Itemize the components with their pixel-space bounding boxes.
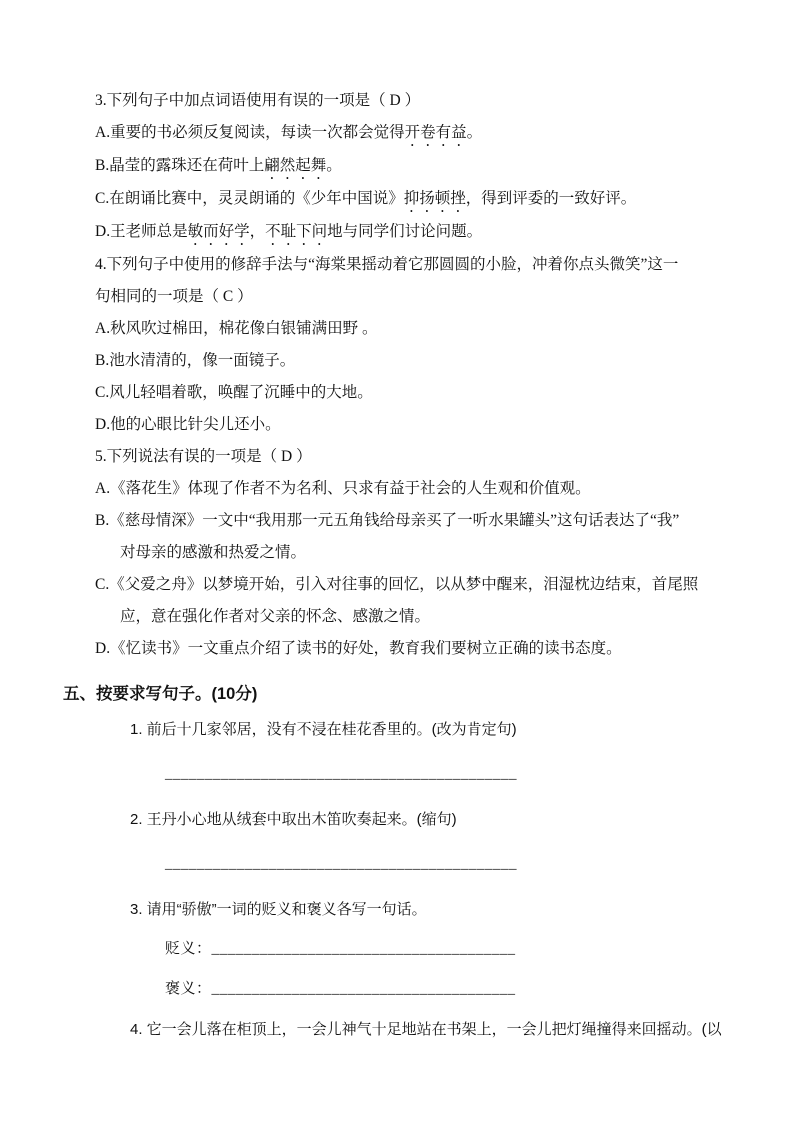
derogatory-answer-blank: ______________________________________ — [211, 941, 516, 957]
dotted-word: 不耻下问 — [265, 223, 328, 240]
derogatory-sentence-row — [165, 933, 736, 966]
question-5-option-c-line-2: 应，意在强化作者对父亲的怀念、感激之情。 — [120, 608, 431, 625]
option-text: A.重要的书必须反复阅读，每读一次都会觉得 — [95, 124, 405, 141]
option-text: D.王老师总是 — [95, 223, 188, 240]
question-5-option-b-line-1: B.《慈母情深》一文中“我用那一元五角钱给母亲买了一听水果罐头”这句话表达了“我” — [95, 512, 680, 529]
question-3-option-c — [95, 183, 736, 216]
dotted-word: 抑扬顿挫 — [403, 190, 466, 207]
section-5-heading: 五、按要求写句子。(10分) — [63, 685, 258, 703]
question-4-stem-line-1: 4.下列句子中使用的修辞手法与“海棠果摇动着它那圆圆的小脸，冲着你点头微笑”这一 — [95, 256, 679, 273]
answer-blank-2: ____________________________________________ — [165, 856, 517, 872]
section-5-body — [130, 713, 736, 1046]
question-4-option-a: A.秋风吹过棉田，棉花像白银铺满田野 。 — [95, 320, 378, 337]
multiple-choice-questions — [95, 85, 736, 665]
commendatory-label: 褒义： — [165, 981, 212, 997]
derogatory-label: 贬义： — [165, 941, 212, 957]
question-3-option-a — [95, 117, 736, 150]
option-text: 。 — [326, 157, 342, 174]
option-text: ，得到评委的一致好评。 — [465, 190, 637, 207]
option-text: 地与同学们讨论问题。 — [327, 223, 483, 240]
question-3-option-b — [95, 150, 736, 183]
dotted-word: 翩然起舞 — [264, 157, 327, 174]
question-3-option-d — [95, 216, 736, 249]
question-3-stem: 3.下列句子中加点词语使用有误的一项是（ D ） — [95, 92, 421, 109]
answer-blank-1: ____________________________________________ — [165, 766, 517, 782]
question-5-option-c-line-1: C.《父爱之舟》以梦境开始，引入对往事的回忆，以从梦中醒来，泪湿枕边结束，首尾照 — [95, 576, 699, 593]
option-text: B.晶莹的露珠还在荷叶上 — [95, 157, 265, 174]
section-5-item-3: 3. 请用“骄傲”一词的贬义和褒义各写一句话。 — [130, 901, 427, 918]
question-5-option-b-line-2: 对母亲的感激和热爱之情。 — [120, 544, 307, 561]
option-text: ， — [249, 223, 266, 240]
dotted-word: 开卷有益 — [404, 124, 467, 141]
question-5-stem: 5.下列说法有误的一项是（ D ） — [95, 448, 312, 465]
option-text: 。 — [466, 124, 483, 141]
option-text: C.在朗诵比赛中，灵灵朗诵的《少年中国说》 — [95, 190, 404, 207]
question-4-option-d: D.他的心眼比针尖儿还小。 — [95, 416, 281, 433]
section-5-item-4: 4. 它一会儿落在柜顶上，一会儿神气十足地站在书架上，一会儿把灯绳撞得来回摇动。(以 — [130, 1021, 722, 1038]
section-5-item-2: 2. 王丹小心地从绒套中取出木笛吹奏起来。(缩句) — [130, 811, 457, 828]
question-4-stem-line-2: 句相同的一项是（ C ） — [95, 288, 253, 305]
question-4-option-c: C.风儿轻唱着歌，唤醒了沉睡中的大地。 — [95, 384, 373, 401]
question-5-option-a: A.《落花生》体现了作者不为名利、只求有益于社会的人生观和价值观。 — [95, 480, 591, 497]
section-5-item-1: 1. 前后十几家邻居，没有不浸在桂花香里的。(改为肯定句) — [130, 721, 517, 738]
commendatory-sentence-row — [165, 973, 736, 1006]
commendatory-answer-blank: ______________________________________ — [211, 981, 516, 997]
question-4-option-b: B.池水清清的，像一面镜子。 — [95, 352, 296, 369]
dotted-word: 敏而好学 — [187, 223, 250, 240]
question-5-option-d: D.《忆读书》一文重点介绍了读书的好处，教育我们要树立正确的读书态度。 — [95, 640, 622, 657]
